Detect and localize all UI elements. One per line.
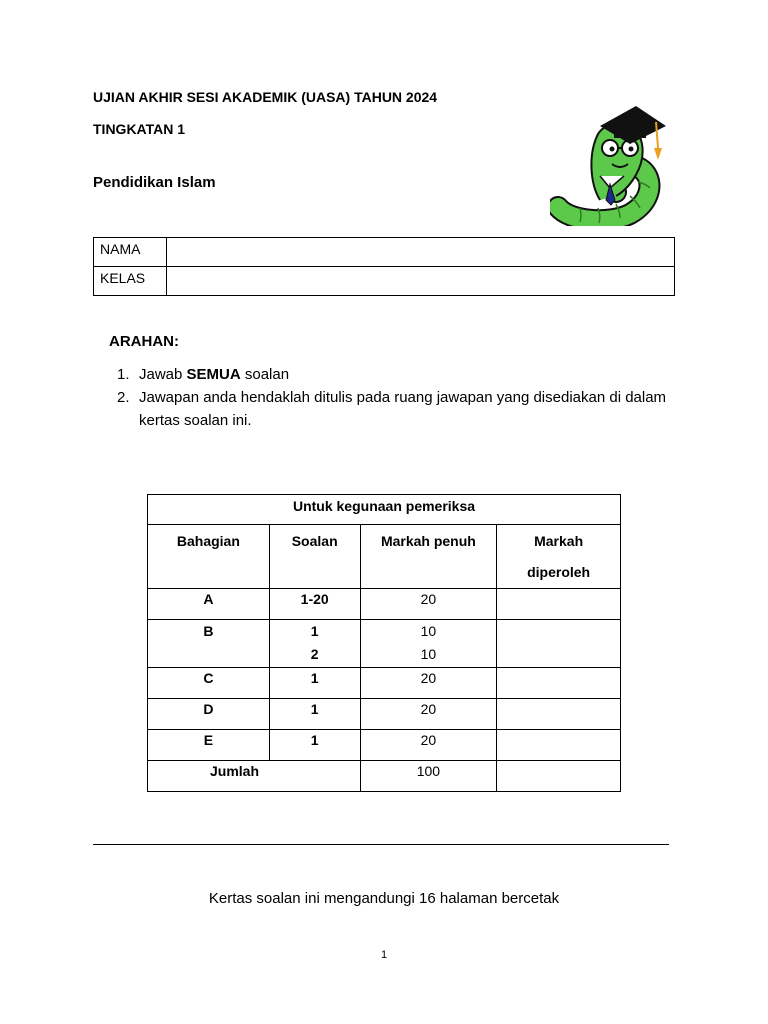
cell-soalan (269, 620, 360, 668)
cell-diperoleh[interactable] (497, 699, 621, 730)
cell-text: 10 (420, 623, 437, 639)
name-field[interactable] (167, 238, 675, 267)
header-bahagian: Bahagian (148, 525, 270, 589)
header-markah-penuh: Markah penuh (360, 525, 497, 589)
cell-bahagian: A (148, 589, 270, 620)
exam-title: UJIAN AKHIR SESI AKADEMIK (UASA) TAHUN 2024 (93, 89, 438, 105)
table-row (148, 620, 621, 668)
total-label: Jumlah (148, 761, 361, 792)
table-row (94, 238, 675, 267)
list-item (117, 386, 677, 432)
cell-diperoleh-total[interactable] (497, 761, 621, 792)
table-row-total (148, 761, 621, 792)
cell-diperoleh[interactable] (497, 668, 621, 699)
cell-bahagian: D (148, 699, 270, 730)
cell-soalan: 1-20 (269, 589, 360, 620)
cell-bahagian: C (148, 668, 270, 699)
cell-markah: 20 (360, 730, 497, 761)
table-row (148, 668, 621, 699)
cell-bahagian: B (148, 620, 270, 668)
header-text: diperoleh (527, 564, 591, 580)
table-row (94, 267, 675, 296)
class-field[interactable] (167, 267, 675, 296)
instructions-title: ARAHAN: (109, 333, 179, 350)
list-item (117, 363, 677, 386)
instruction-bold: SEMUA (186, 366, 241, 383)
divider (93, 844, 669, 845)
student-info-table (93, 237, 675, 296)
graduate-worm-icon (550, 104, 670, 226)
list-number: 1. (117, 366, 130, 383)
level-label: TINGKATAN 1 (93, 121, 186, 137)
cell-markah: 20 (360, 699, 497, 730)
cell-diperoleh[interactable] (497, 589, 621, 620)
examiner-table (147, 494, 621, 792)
cell-text: 10 (420, 646, 437, 662)
list-number: 2. (117, 389, 130, 406)
table-row (148, 589, 621, 620)
cell-soalan: 1 (269, 730, 360, 761)
page-number: 1 (380, 949, 388, 961)
subject-label: Pendidikan Islam (93, 174, 216, 191)
total-value: 100 (360, 761, 497, 792)
cell-text: 2 (310, 646, 319, 662)
instructions-list (117, 363, 677, 432)
cell-text: 1 (310, 623, 319, 639)
cell-markah: 20 (360, 589, 497, 620)
cell-markah (360, 620, 497, 668)
class-label: KELAS (94, 267, 167, 296)
cell-markah: 20 (360, 668, 497, 699)
header-text: Markah (534, 533, 584, 549)
table-row (148, 730, 621, 761)
instruction-text: Jawapan anda hendaklah ditulis pada ruang jawapan yang disediakan di dalam kertas soalan ini. (139, 389, 667, 429)
page-count-note: Kertas soalan ini mengandungi 16 halaman bercetak (208, 890, 560, 907)
instruction-text: soalan (240, 366, 290, 383)
name-label: NAMA (94, 238, 167, 267)
header-markah-diperoleh (497, 525, 621, 589)
cell-bahagian: E (148, 730, 270, 761)
cell-diperoleh[interactable] (497, 620, 621, 668)
cell-soalan: 1 (269, 668, 360, 699)
table-caption: Untuk kegunaan pemeriksa (148, 495, 621, 525)
header-soalan: Soalan (269, 525, 360, 589)
cell-soalan: 1 (269, 699, 360, 730)
cell-diperoleh[interactable] (497, 730, 621, 761)
instruction-text: Jawab (139, 366, 187, 383)
table-row (148, 699, 621, 730)
